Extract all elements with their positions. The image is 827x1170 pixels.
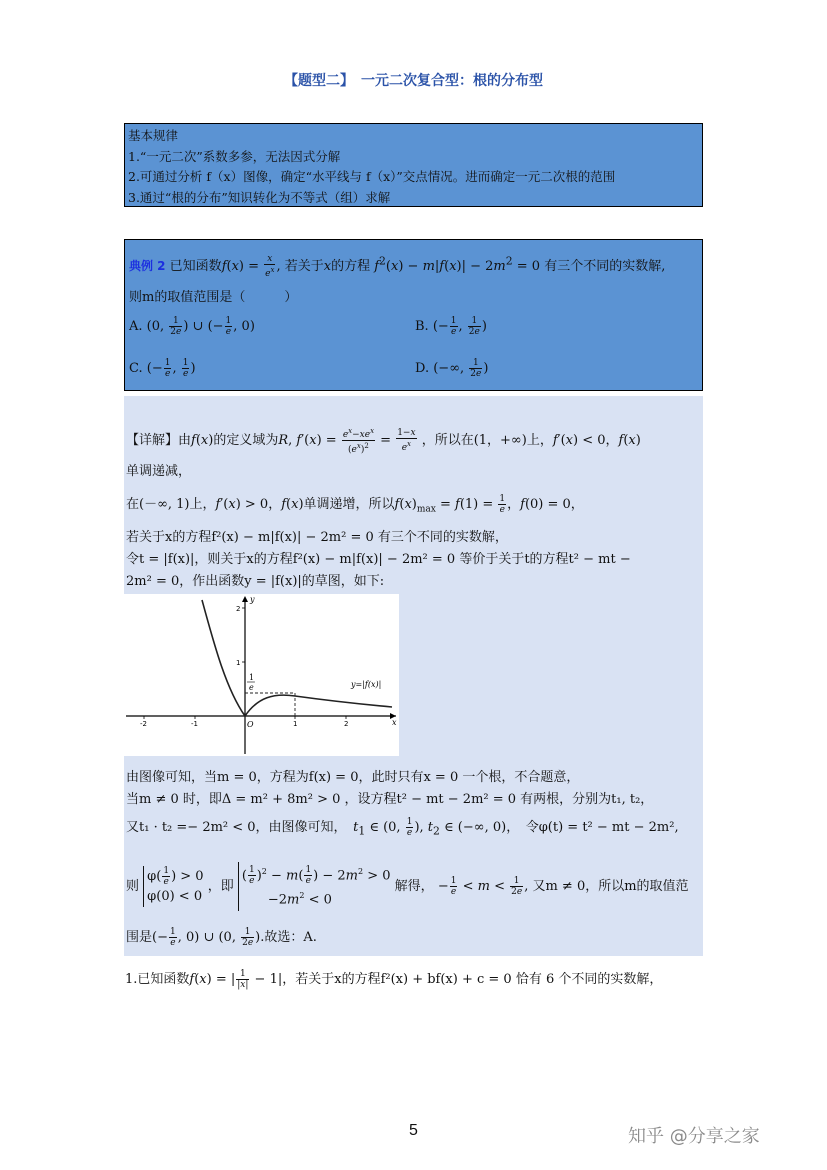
y-tick-label: 2 (236, 605, 241, 613)
example-box (124, 239, 703, 391)
x-tick-label: 2 (344, 720, 349, 728)
solution-line: 令t = |f(x)|，则关于x的方程f²(x) − m|f(x)| − 2m² = 0 等价于关于t的方程t² − mt − (126, 552, 631, 567)
solution-line: 又t₁ · t₂ =− 2m² < 0，由图像可知， $t_1$ ∈ (0, $\frac{1}{e}$ ), $t_2$ ∈ (−∞, 0)， 令φ(t) = t² − mt − 2m², (126, 817, 679, 838)
option-c: C. (− $\frac{1}{e}$ , $\frac{1}{e}$ ) (129, 358, 196, 379)
rules-item: 3.通过“根的分布”知识转化为不等式（组）求解 (128, 189, 391, 205)
solution-line: 单调递减， (126, 464, 192, 479)
graph-svg (124, 594, 399, 756)
watermark: 知乎 @分享之家 (628, 1126, 760, 1147)
question-1: 1.已知函数f(x) = | $\frac{1}{|x|}$ − 1|，若关于x的方程f²(x) + bf(x) + c = 0 恰有 6 个不同的实数解， (125, 969, 663, 990)
rules-item: 2.可通过分析 f（x）图像，确定“水平线与 f（x）”交点情况。进而确定一元二次根的范围 (128, 169, 616, 184)
curve-label: y=|f(x)| (351, 680, 382, 689)
solution-line: 由图像可知，当m = 0，方程为f(x) = 0，此时只有x = 0 一个根，不合题意， (126, 770, 580, 785)
x-tick-label: -2 (140, 720, 147, 728)
option-d: D. (−∞, $\frac{1}{2e}$ ) (415, 358, 489, 379)
option-a: A. (0, $\frac{1}{2e}$ ) ∪ (− $\frac{1}{e}$ , 0) (129, 316, 255, 337)
y-axis-label: y (250, 595, 255, 604)
y-axis-arrow-icon (242, 596, 248, 602)
y-mark-denominator: e (249, 683, 254, 692)
x-tick-label: -1 (191, 720, 198, 728)
example-tag: 典例 2 (129, 259, 166, 273)
function-graph (124, 594, 399, 756)
example-stem: 典例 2 已知函数f(x) = $\frac{x}{e^x}$ , 若关于x的方程 $f^2(x) - m|f(x)| - 2m^2 = 0$ 有三个不同的实数解, (129, 254, 666, 279)
page-number: 5 (409, 1122, 418, 1139)
solution-line: 围是(− $\frac{1}{e}$ , 0) ∪ (0, $\frac{1}{2e}$ ).故选：A. (126, 927, 317, 948)
solution-line: 在(－∞, 1)上，f′(x) > 0，f(x)单调递增，所以$f(x)_{max} = f(1)$ = $\frac{1}{e}$ ，f(0) = 0， (126, 494, 584, 515)
rules-item: 1.“一元二次”系数多参，无法因式分解 (128, 148, 341, 164)
y-mark-numerator: 1 (249, 673, 255, 682)
solution-line: 当m ≠ 0 时，即Δ = m² + 8m² > 0 ，设方程t² − mt − 2m² = 0 有两根，分别为t₁, t₂， (126, 792, 654, 807)
curve-right-branch (245, 695, 392, 716)
origin-label: O (247, 720, 254, 729)
basic-rules-box (124, 123, 703, 207)
example-question: 则m的取值范围是（ ） (129, 290, 298, 305)
y-tick-label: 1 (236, 659, 241, 667)
x-axis-label: x (392, 718, 397, 727)
solution-line: 【详解】由f(x)的定义域为R, f′(x) = $\frac{e^x-xe^x}{(e^x)^2}$ = $\frac{1-x}{e^x}$ ，所以在(1，+∞)上，f′(x) < 0，f(x) (126, 427, 641, 455)
rules-heading: 基本规律 (128, 128, 179, 143)
solution-line: 若关于x的方程f²(x) − m|f(x)| − 2m² = 0 有三个不同的实数解， (126, 530, 508, 545)
section-title: 【题型二】 一元二次复合型：根的分布型 (284, 73, 543, 89)
option-b: B. (− $\frac{1}{e}$ , $\frac{1}{2e}$ ) (415, 316, 487, 337)
x-tick-label: 1 (293, 720, 298, 728)
solution-line: 则 φ( $\frac{1}{e}$ ) > 0 φ(0) < 0 ，即 ( $\frac{1}{e}$ )$^2$ − m( $\frac{1}{e}$ ) − $2m^2 > 0$ $-2m^2 < 0$ 解得， − $\frac{1}{e}$ < m < $\frac{1}{2e}$ , 又m ≠ 0，所以m的取值范 (126, 862, 689, 911)
curve-left-branch (202, 600, 245, 716)
solution-line: 2m² = 0，作出函数y = |f(x)|的草图，如下: (126, 574, 385, 589)
